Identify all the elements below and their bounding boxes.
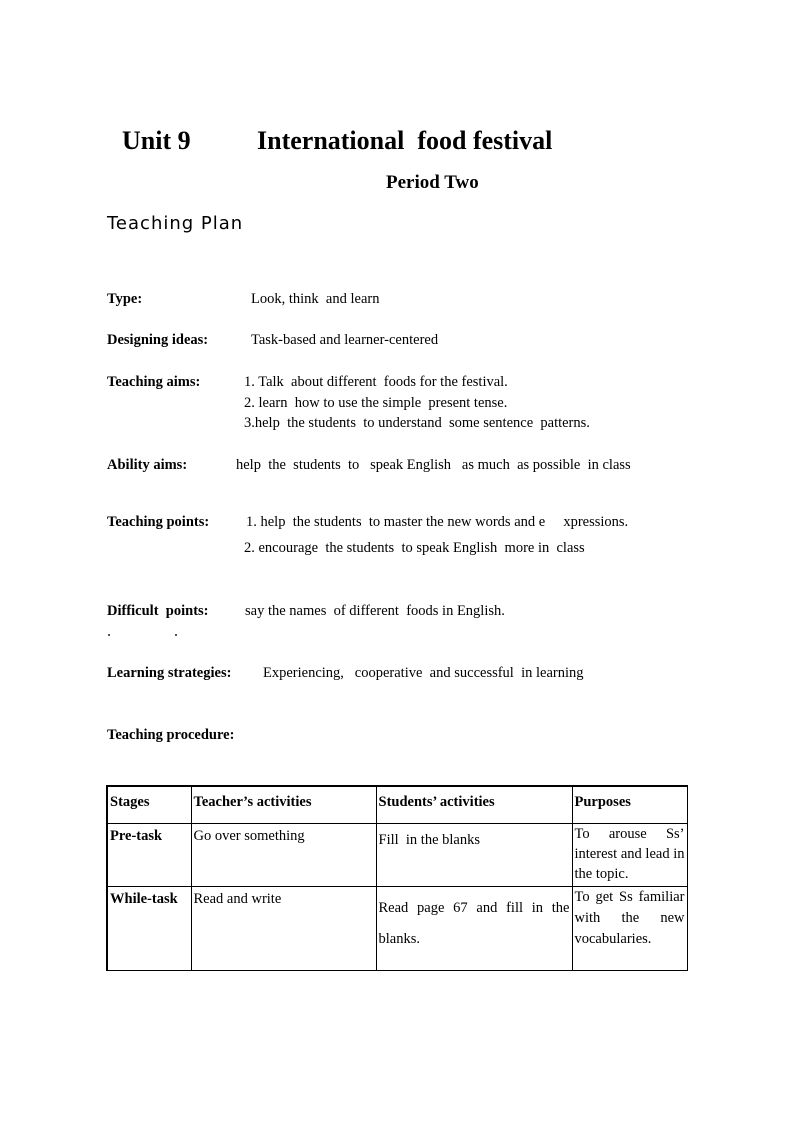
table-header-row	[107, 786, 687, 823]
teaching-aim-item: 3.help the students to understand some sentence patterns.	[244, 415, 590, 431]
teaching-points-label: Teaching points:	[107, 514, 210, 530]
teaching-aim-item: 2. learn how to use the simple present tense.	[244, 395, 508, 411]
header-stages: Stages	[107, 786, 191, 823]
table-row	[107, 886, 687, 970]
page-title: International food festival	[257, 126, 553, 155]
difficult-points-value: say the names of different foods in English.	[245, 603, 505, 619]
student-activity-cell: Fill in the blanks	[376, 823, 572, 886]
difficult-points-label: Difficult points:	[107, 603, 209, 619]
stray-mark	[175, 634, 177, 636]
purpose-cell: To arouse Ss’ interest and lead in the topic.	[572, 823, 687, 886]
header-purposes: Purposes	[572, 786, 687, 823]
teacher-activity-cell: Go over something	[191, 823, 376, 886]
teaching-point-item: 1. help the students to master the new words and e xpressions.	[246, 514, 629, 530]
teaching-plan-heading: Teaching Plan	[107, 213, 244, 234]
learning-strategies-label: Learning strategies:	[107, 665, 232, 681]
stage-cell: Pre-task	[107, 823, 191, 886]
learning-strategies-value: Experiencing, cooperative and successful in learning	[263, 665, 584, 681]
teaching-procedure-label: Teaching procedure:	[107, 727, 235, 743]
period-subtitle: Period Two	[386, 172, 479, 193]
designing-ideas-label: Designing ideas:	[107, 332, 209, 348]
teacher-activity-cell: Read and write	[191, 886, 376, 970]
teaching-point-item: 2. encourage the students to speak English more in class	[244, 540, 585, 556]
type-value: Look, think and learn	[251, 291, 380, 307]
procedure-table	[106, 785, 688, 971]
purpose-cell: To get Ss familiar with the new vocabularies.	[572, 886, 687, 970]
student-activity-cell: Read page 67 and fill in the blanks.	[376, 886, 572, 970]
table-row	[107, 823, 687, 886]
teaching-aim-item: 1. Talk about different foods for the festival.	[244, 374, 508, 390]
header-students-activities: Students’ activities	[376, 786, 572, 823]
type-label: Type:	[107, 291, 143, 307]
unit-number: Unit 9	[122, 126, 191, 155]
ability-aims-value: help the students to speak English as much as possible in class	[236, 457, 631, 473]
designing-ideas-value: Task-based and learner-centered	[251, 332, 439, 348]
stage-cell: While-task	[107, 886, 191, 970]
header-teacher-activities: Teacher’s activities	[191, 786, 376, 823]
stray-mark	[108, 634, 110, 636]
teaching-aims-label: Teaching aims:	[107, 374, 201, 390]
ability-aims-label: Ability aims:	[107, 457, 188, 473]
